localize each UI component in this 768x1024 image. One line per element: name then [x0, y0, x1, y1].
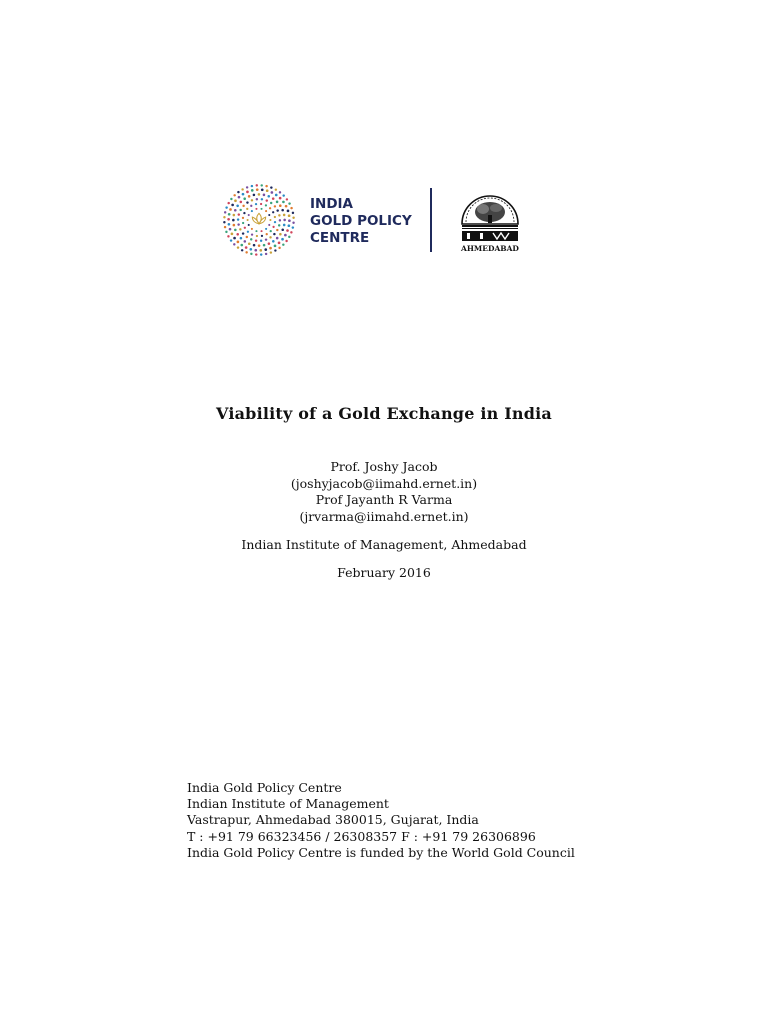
mandala-dot [267, 195, 270, 198]
mandala-dot [237, 223, 239, 225]
mandala-dot [224, 211, 226, 213]
mandala-dot [224, 226, 226, 228]
mandala-dot [274, 205, 276, 207]
mandala-dot [272, 197, 275, 200]
author-block [0, 459, 768, 525]
mandala-dot [231, 232, 234, 235]
mandala-dot [274, 249, 276, 251]
mandala-dot [269, 207, 271, 209]
mandala-dot [265, 204, 267, 206]
mandala-dot [265, 253, 267, 255]
mandala-dot [270, 202, 272, 204]
mandala-dot [230, 239, 232, 241]
mandala-dot [282, 243, 284, 245]
mandala-dot [260, 203, 262, 205]
address-line-1: India Gold Policy Centre [187, 780, 342, 795]
mandala-dot [292, 217, 294, 219]
mandala-dot [230, 198, 232, 200]
mandala-dot [246, 191, 249, 194]
mandala-dot [290, 207, 292, 209]
address-line-3: Vastrapur, Ahmedabad 380015, Gujarat, India [187, 812, 479, 828]
mandala-dot [270, 186, 272, 188]
mandala-dot [229, 228, 232, 231]
mandala-dot [284, 234, 287, 237]
mandala-dot [242, 205, 244, 207]
mandala-dot [260, 253, 262, 255]
mandala-dot [244, 227, 246, 229]
mandala-dot [278, 224, 280, 226]
mandala-dot [260, 240, 262, 242]
mandala-dot [234, 199, 237, 202]
mandala-dot [233, 194, 235, 196]
mandala-dot [258, 244, 261, 247]
mandala-dot [233, 224, 236, 227]
mandala-dot [234, 209, 237, 212]
mandala-dot [261, 235, 263, 237]
mandala-dot [259, 249, 262, 252]
mandala-dot [269, 219, 271, 221]
lotus-mandala-icon [220, 182, 298, 258]
publication-date: February 2016 [337, 565, 431, 580]
mandala-dot [282, 194, 284, 196]
mandala-dot [276, 237, 279, 240]
mandala-dot [243, 197, 246, 200]
mandala-dot [250, 253, 252, 255]
mandala-dot [242, 232, 244, 234]
mandala-dot [255, 230, 257, 232]
address-block [187, 780, 575, 861]
mandala-dot [251, 199, 253, 201]
mandala-dot [288, 202, 290, 204]
igpc-wordmark [310, 196, 412, 247]
mandala-dot [236, 233, 239, 236]
mandala-dot [237, 191, 239, 193]
mandala-dot [268, 224, 270, 226]
mandala-dot [246, 236, 248, 238]
mandala-dot [292, 212, 294, 214]
author-1-name: Prof. Joshy Jacob [330, 459, 438, 474]
mandala-dot [233, 237, 236, 240]
mandala-dot [241, 249, 243, 251]
mandala-dot [283, 219, 286, 222]
mandala-dot [244, 240, 247, 243]
mandala-dot [275, 194, 278, 197]
mandala-dot [242, 193, 245, 196]
mandala-dot [260, 208, 262, 210]
mandala-dot [250, 205, 252, 207]
mandala-dot [264, 248, 267, 251]
mandala-dot [278, 214, 280, 216]
mandala-dot [256, 184, 258, 186]
mandala-dot [265, 185, 267, 187]
mandala-dot [274, 216, 276, 218]
mandala-dot [236, 205, 239, 208]
mandala-dot [233, 214, 236, 217]
author-2-email: (jrvarma@iimahd.ernet.in) [299, 508, 469, 524]
mandala-dot [239, 209, 241, 211]
mandala-dot [279, 219, 281, 221]
mandala-dot [237, 218, 239, 220]
mandala-dot [251, 210, 253, 212]
mandala-dot [250, 238, 252, 240]
mandala-dot [255, 239, 257, 241]
mandala-dot [288, 214, 291, 217]
mandala-dot [227, 202, 229, 204]
mandala-dot [283, 214, 286, 217]
mandala-dot [225, 206, 227, 208]
mandala-dot [258, 193, 261, 196]
mandala-dot [246, 186, 248, 188]
mandala-dot [242, 222, 244, 224]
mandala-dot [255, 203, 257, 205]
mandala-dot [270, 230, 272, 232]
mandala-dot [253, 194, 256, 197]
mandala-dot [288, 219, 291, 222]
mandala-dot [261, 188, 264, 191]
mandala-dot [251, 185, 253, 187]
mandala-dot [269, 247, 272, 250]
mandala-dot [247, 231, 249, 233]
address-line-4: T : +91 79 66323456 / 26308357 F : +91 79 26306896 [187, 828, 536, 844]
mandala-dot [282, 201, 285, 204]
mandala-dot [248, 224, 250, 226]
mandala-dot [274, 221, 276, 223]
mandala-dot [251, 228, 253, 230]
mandala-dot [231, 204, 234, 207]
mandala-dot [260, 230, 262, 232]
mandala-dot [285, 205, 288, 208]
mandala-dot [245, 251, 247, 253]
mandala-dot [256, 188, 259, 191]
mandala-dot [239, 228, 241, 230]
mandala-dot [247, 219, 249, 221]
mandala-dot [275, 188, 277, 190]
author-2-name: Prof Jayanth R Varma [315, 492, 453, 507]
mandala-dot [240, 201, 243, 204]
mandala-dot [272, 211, 274, 213]
mandala-dot [246, 208, 248, 210]
mandala-dot [229, 208, 232, 211]
mandala-dot [254, 249, 257, 252]
mandala-dot [273, 233, 275, 235]
mandala-dot [279, 204, 282, 207]
mandala-dot [281, 238, 284, 241]
address-line-5: India Gold Policy Centre is funded by the World Gold Council [187, 844, 575, 860]
mandala-dot [234, 229, 237, 232]
mandala-dot [256, 198, 258, 200]
mandala-dot [270, 251, 272, 253]
institute-name: Indian Institute of Management, Ahmedabad [241, 537, 527, 552]
mandala-dot [238, 213, 240, 215]
mandala-dot [256, 235, 258, 237]
mandala-dot [272, 226, 274, 228]
mandala-dot [287, 209, 290, 212]
mandala-dot [286, 229, 289, 232]
mandala-dot [283, 224, 286, 227]
mandala-dot [265, 210, 267, 212]
mandala-dot [266, 199, 268, 201]
mandala-dot [265, 228, 267, 230]
igpc-line-3: CENTRE [310, 230, 370, 246]
mandala-dot [278, 242, 281, 245]
author-1-email: (joshyjacob@iimahd.ernet.in) [290, 475, 478, 491]
mandala-dot [278, 247, 280, 249]
mandala-dot [286, 198, 288, 200]
logo-divider [430, 188, 432, 252]
mandala-dot [241, 188, 243, 190]
mandala-dot [269, 236, 271, 238]
mandala-dot [261, 198, 263, 200]
mandala-dot [276, 201, 279, 204]
mandala-dot [255, 208, 257, 210]
mandala-dot [255, 253, 257, 255]
iim-label: AHMEDABAD [461, 244, 519, 253]
mandala-dot [228, 223, 231, 226]
mandala-dot [238, 196, 241, 199]
mandala-dot [290, 231, 292, 233]
mandala-dot [253, 244, 256, 247]
mandala-dot [240, 244, 243, 247]
mandala-dot [271, 191, 274, 194]
mandala-dot [242, 217, 244, 219]
mandala-dot [268, 242, 271, 245]
mandala-dot [245, 246, 248, 249]
mandala-dot [227, 235, 229, 237]
mandala-dot [281, 228, 284, 231]
mandala-dot [225, 231, 227, 233]
mandala-dot [274, 245, 277, 248]
mandala-dot [265, 238, 267, 240]
mandala-dot [248, 242, 251, 245]
mandala-dot [263, 194, 266, 197]
mandala-dot [276, 229, 278, 231]
lotus-center [252, 213, 265, 223]
mandala-dot [288, 236, 290, 238]
mandala-dot [228, 213, 231, 216]
mandala-dot [246, 201, 248, 203]
mandala-dot [251, 233, 253, 235]
mandala-dot [279, 197, 282, 200]
mandala-dot [268, 214, 270, 216]
mandala-dot [243, 212, 245, 214]
mandala-dot [240, 237, 243, 240]
mandala-dot [276, 209, 278, 211]
document-title: Viability of a Gold Exchange in India [216, 404, 552, 423]
mandala-dot [263, 244, 266, 247]
mandala-dot [250, 248, 253, 251]
mandala-dot [279, 233, 282, 236]
mandala-dot [232, 219, 235, 222]
mandala-dot [279, 191, 281, 193]
mandala-dot [227, 218, 230, 221]
igpc-line-1: INDIA [310, 196, 353, 212]
igpc-line-2: GOLD POLICY [310, 213, 412, 229]
logo-bar [220, 180, 530, 260]
address-line-2: Indian Institute of Management [187, 796, 389, 812]
mandala-dot [237, 241, 240, 244]
mandala-dot [285, 240, 287, 242]
mandala-dot [223, 221, 225, 223]
mandala-dot [248, 195, 251, 198]
mandala-dot [237, 246, 239, 248]
mandala-dot [288, 224, 291, 227]
mandala-dot [281, 209, 284, 212]
mandala-dot [260, 184, 262, 186]
mandala-dot [272, 240, 275, 243]
mandala-dot [266, 233, 268, 235]
iim-tree-emblem-icon [458, 188, 522, 254]
mandala-dot [251, 189, 254, 192]
mandala-dot [292, 221, 294, 223]
mandala-dot [248, 214, 250, 216]
mandala-dot [223, 216, 225, 218]
mandala-dot [233, 243, 235, 245]
mandala-dot [266, 189, 269, 192]
mandala-dot [292, 226, 294, 228]
